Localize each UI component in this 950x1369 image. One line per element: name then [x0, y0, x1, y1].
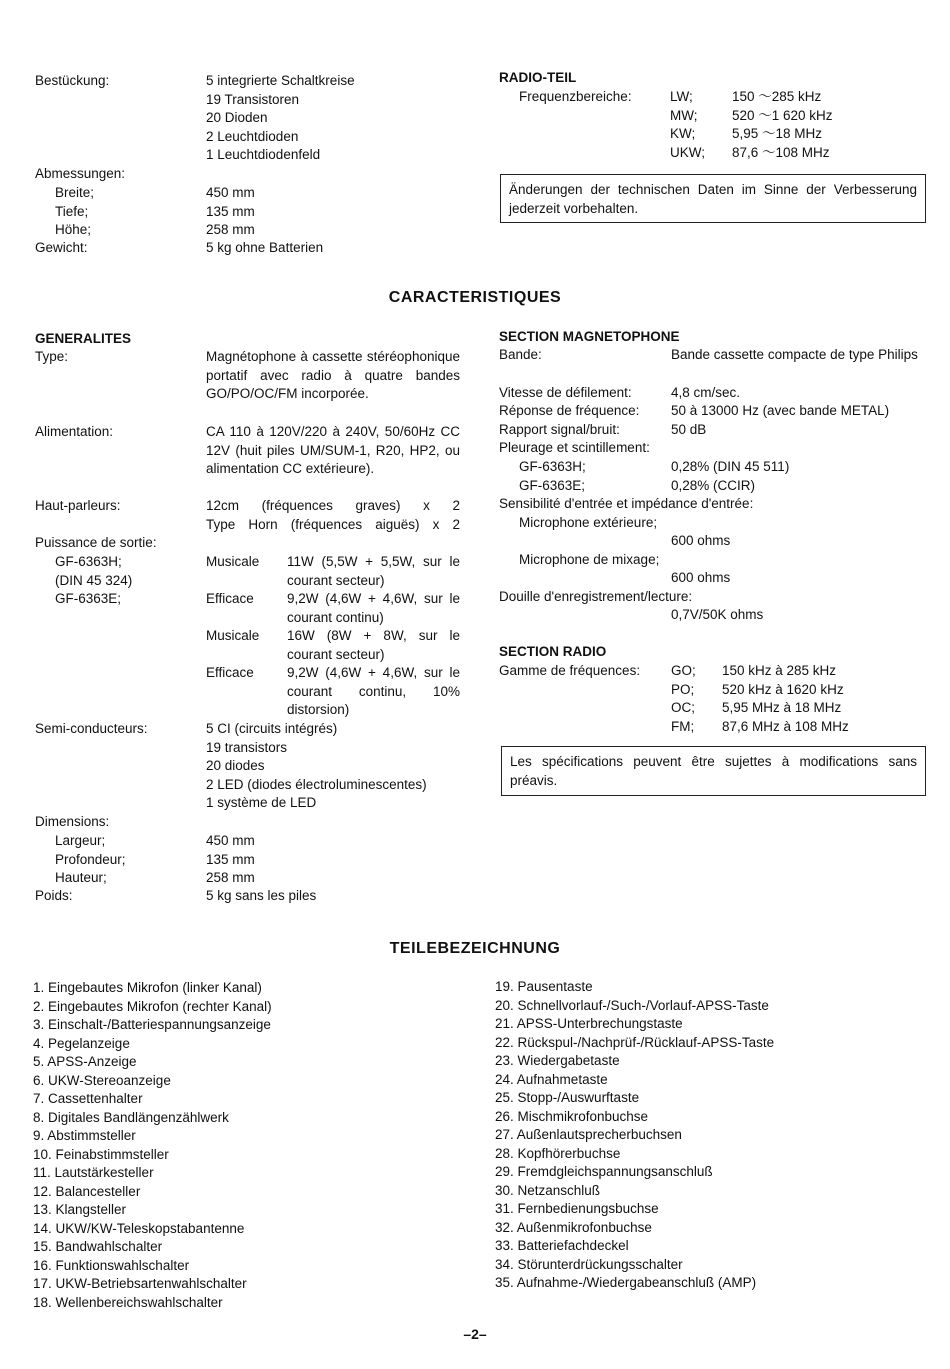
part-item: 5. APSS-Anzeige [33, 1054, 137, 1069]
power-value: 16W (8W + 8W, sur le courant secteur) [287, 628, 460, 662]
band-name: UKW; [670, 144, 706, 160]
dim-value: 135 mm [206, 203, 255, 219]
fr-dim-value: 135 mm [206, 851, 255, 867]
semi-values [206, 720, 427, 813]
power-kind: Musicale [206, 628, 260, 643]
douille-value: 0,7V/50K ohms [671, 607, 764, 622]
poids-value: 5 kg sans les piles [206, 888, 317, 903]
fr-dim-label: Hauteur; [55, 870, 107, 885]
type-value: Magnétophone à cassette stéréophonique portatif avec radio à quatre bandes GO/PO/OC/FM incorporée. [206, 349, 460, 401]
radio-teil-notice: Änderungen der technischen Daten im Sinne der Verbesserung jederzeit vorbehalten. [500, 174, 926, 223]
pleurage-model: GF-6363H; [519, 459, 586, 474]
alimentation-label: Alimentation: [35, 424, 114, 439]
gewicht-value: 5 kg ohne Batterien [206, 240, 324, 255]
power-models [55, 553, 132, 609]
dim-label: Tiefe; [55, 203, 89, 219]
bestueckung-item: 1 Leuchtdiodenfeld [206, 147, 321, 162]
power-kind: Musicale [206, 554, 260, 569]
fr-band-range: 520 kHz à 1620 kHz [722, 681, 844, 697]
fr-dim-labels [55, 832, 126, 888]
pleurage-values [671, 458, 789, 495]
part-item: 28. Kopfhörerbuchse [495, 1145, 621, 1161]
band-name: LW; [670, 89, 693, 104]
magneto-heading: SECTION MAGNETOPHONE [499, 329, 680, 344]
model-e: GF-6363E; [55, 591, 122, 606]
alimentation-value: CA 110 à 120V/220 à 240V, 50/60Hz CC 12V (huit piles UM/SUM-1, R20, HP2, ou alimentation CC extérieure). [206, 424, 460, 476]
fr-band-name: FM; [671, 718, 695, 734]
bestueckung-item: 19 Transistoren [206, 91, 300, 107]
part-item: 6. UKW-Stereoanzeige [33, 1072, 171, 1088]
dim-label: Breite; [55, 185, 95, 200]
radio-heading: SECTION RADIO [499, 644, 607, 659]
part-item: 33. Batteriefachdeckel [495, 1238, 629, 1253]
dim-value: 258 mm [206, 222, 255, 237]
model-h: GF-6363H; [55, 554, 122, 569]
part-item: 20. Schnellvorlauf-/Such-/Vorlauf-APSS-Taste [495, 997, 769, 1013]
sensibilite-label: Sensibilité d'entrée et impédance d'entrée: [499, 496, 754, 511]
part-item: 3. Einschalt-/Batteriespannungsanzeige [33, 1017, 271, 1032]
model-h-din: (DIN 45 324) [55, 572, 133, 588]
part-item: 24. Aufnahmetaste [495, 1071, 608, 1087]
band-range: 520 ～1 620 kHz [732, 107, 833, 123]
fr-dim-label: Profondeur; [55, 851, 126, 867]
fr-band-name: OC; [671, 700, 696, 715]
band-name: KW; [670, 126, 696, 141]
reponse-value: 50 à 13000 Hz (avec bande METAL) [671, 403, 890, 418]
teilebezeichnung-title: TEILEBEZEICHNUNG [389, 940, 561, 957]
part-item: 7. Cassettenhalter [33, 1091, 143, 1106]
bestueckung-item: 2 Leuchtdioden [206, 128, 299, 144]
vitesse-value: 4,8 cm/sec. [671, 385, 741, 400]
specs-notice: Les spécifications peuvent être sujettes à modifications sans préavis. [501, 746, 926, 796]
mic-mix-label: Microphone de mixage; [519, 552, 660, 567]
pleurage-value: 0,28% (DIN 45 511) [671, 459, 790, 474]
hp-line: 12cm (fréquences graves) x 2 [206, 498, 460, 513]
fr-band-range: 150 kHz à 285 kHz [722, 663, 837, 678]
part-item: 13. Klangsteller [33, 1202, 127, 1217]
dimensions-label: Dimensions: [35, 814, 110, 829]
part-item: 32. Außenmikrofonbuchse [495, 1219, 652, 1235]
part-item: 21. APSS-Unterbrechungstaste [495, 1016, 683, 1031]
part-item: 25. Stopp-/Auswurftaste [495, 1090, 640, 1105]
haut-parleurs-label: Haut-parleurs: [35, 498, 121, 513]
fr-band-range: 5,95 MHz à 18 MHz [722, 700, 842, 715]
part-item: 11. Lautstärkesteller [33, 1165, 154, 1180]
bestueckung-item: 20 Dioden [206, 110, 268, 125]
fr-band-name: GO; [671, 663, 696, 678]
puissance-label: Puissance de sortie: [35, 535, 157, 550]
mic-ext-label: Microphone extérieure; [519, 515, 658, 530]
part-item: 4. Pegelanzeige [33, 1035, 130, 1051]
part-item: 2. Eingebautes Mikrofon (rechter Kanal) [33, 998, 272, 1014]
poids-label: Poids: [35, 888, 73, 903]
parts-list-left [33, 979, 272, 1312]
dim-label: Höhe; [55, 222, 92, 237]
band-range: 150 ～285 kHz [732, 89, 822, 104]
gewicht-label: Gewicht: [35, 240, 88, 255]
page-number: –2– [463, 1326, 487, 1342]
bestueckung-label: Bestückung: [35, 73, 110, 88]
semi-item: 2 LED (diodes électroluminescentes) [206, 776, 427, 792]
part-item: 23. Wiedergabetaste [495, 1053, 620, 1068]
part-item: 18. Wellenbereichswahlschalter [33, 1294, 223, 1310]
part-item: 16. Funktionswahlschalter [33, 1257, 190, 1273]
part-item: 35. Aufnahme-/Wiedergabeanschluß (AMP) [495, 1275, 757, 1290]
vitesse-label: Vitesse de défilement: [499, 385, 632, 400]
bande-value: Bande cassette compacte de type Philips [671, 347, 918, 362]
semi-item: 1 système de LED [206, 795, 317, 810]
hp-line: Type Horn (fréquences aiguës) x 2 [206, 516, 460, 532]
haut-parleurs-value [206, 497, 460, 534]
type-label: Type: [35, 349, 69, 364]
band-name: MW; [670, 107, 698, 123]
power-kind: Efficace [206, 665, 254, 680]
pleurage-model: GF-6363E; [519, 477, 586, 493]
caracteristiques-title: CARACTERISTIQUES [388, 289, 562, 306]
radio-bands [671, 662, 849, 736]
part-item: 8. Digitales Bandlängenzählwerk [33, 1109, 229, 1125]
part-item: 19. Pausentaste [495, 979, 593, 994]
bestueckung-item: 5 integrierte Schaltkreise [206, 73, 355, 88]
part-item: 34. Störunterdrückungsschalter [495, 1256, 683, 1272]
fr-dim-label: Largeur; [55, 833, 106, 848]
semi-item: 19 transistors [206, 739, 288, 755]
fr-dim-value: 258 mm [206, 870, 255, 885]
fr-band-range: 87,6 MHz à 108 MHz [722, 718, 849, 734]
part-item: 22. Rückspul-/Nachprüf-/Rücklauf-APSS-Taste [495, 1034, 775, 1050]
parts-list-right [495, 978, 774, 1293]
part-item: 15. Bandwahlschalter [33, 1239, 163, 1254]
part-item: 29. Fremdgleichspannungsanschluß [495, 1164, 713, 1179]
part-item: 17. UKW-Betriebsartenwahlschalter [33, 1276, 247, 1291]
semi-item: 5 CI (circuits intégrés) [206, 721, 338, 736]
gamme-label: Gamme de fréquences: [499, 663, 641, 678]
part-item: 26. Mischmikrofonbuchse [495, 1108, 649, 1124]
dim-value: 450 mm [206, 185, 255, 200]
rapport-label: Rapport signal/bruit: [499, 422, 620, 437]
semi-item: 20 diodes [206, 758, 265, 773]
douille-label: Douille d'enregistrement/lecture: [499, 589, 693, 604]
semi-label: Semi-conducteurs: [35, 721, 148, 736]
part-item: 1. Eingebautes Mikrofon (linker Kanal) [33, 980, 262, 995]
reponse-label: Réponse de fréquence: [499, 403, 640, 418]
part-item: 30. Netzanschluß [495, 1182, 601, 1198]
power-value: 9,2W (4,6W + 4,6W, sur le courant continu) [287, 591, 460, 625]
part-item: 10. Feinabstimmsteller [33, 1146, 169, 1162]
dim-labels [55, 184, 94, 240]
pleurage-label: Pleurage et scintillement: [499, 440, 650, 455]
bestueckung-values [206, 72, 355, 165]
power-kind: Efficace [206, 591, 254, 606]
part-item: 31. Fernbedienungsbuchse [495, 1201, 659, 1216]
part-item: 14. UKW/KW-Teleskopstabantenne [33, 1220, 245, 1236]
radio-teil-bands [670, 88, 833, 162]
power-table [206, 553, 460, 720]
band-range: 5,95 ～18 MHz [732, 126, 823, 141]
power-value: 9,2W (4,6W + 4,6W, sur le courant continu, 10% distorsion) [287, 665, 460, 717]
fr-dim-value: 450 mm [206, 833, 255, 848]
freq-label: Frequenzbereiche: [519, 89, 632, 104]
rapport-value: 50 dB [671, 422, 707, 437]
power-value: 11W (5,5W + 5,5W, sur le courant secteur) [287, 554, 460, 588]
mic-mix-value: 600 ohms [671, 570, 731, 585]
part-item: 27. Außenlautsprecherbuchsen [495, 1127, 682, 1142]
generalites-heading: GENERALITES [35, 331, 132, 346]
radio-teil-heading: RADIO-TEIL [499, 70, 577, 85]
pleurage-value: 0,28% (CCIR) [671, 477, 756, 493]
fr-band-name: PO; [671, 681, 695, 697]
abmessungen-label: Abmessungen: [35, 166, 126, 181]
pleurage-models [519, 458, 586, 495]
part-item: 12. Balancesteller [33, 1183, 141, 1199]
dim-values [206, 184, 255, 240]
bande-label: Bande: [499, 347, 542, 362]
part-item: 9. Abstimmsteller [33, 1128, 136, 1143]
mic-ext-value: 600 ohms [671, 533, 731, 548]
fr-dim-values [206, 832, 255, 888]
band-range: 87,6 ～108 MHz [732, 144, 830, 160]
